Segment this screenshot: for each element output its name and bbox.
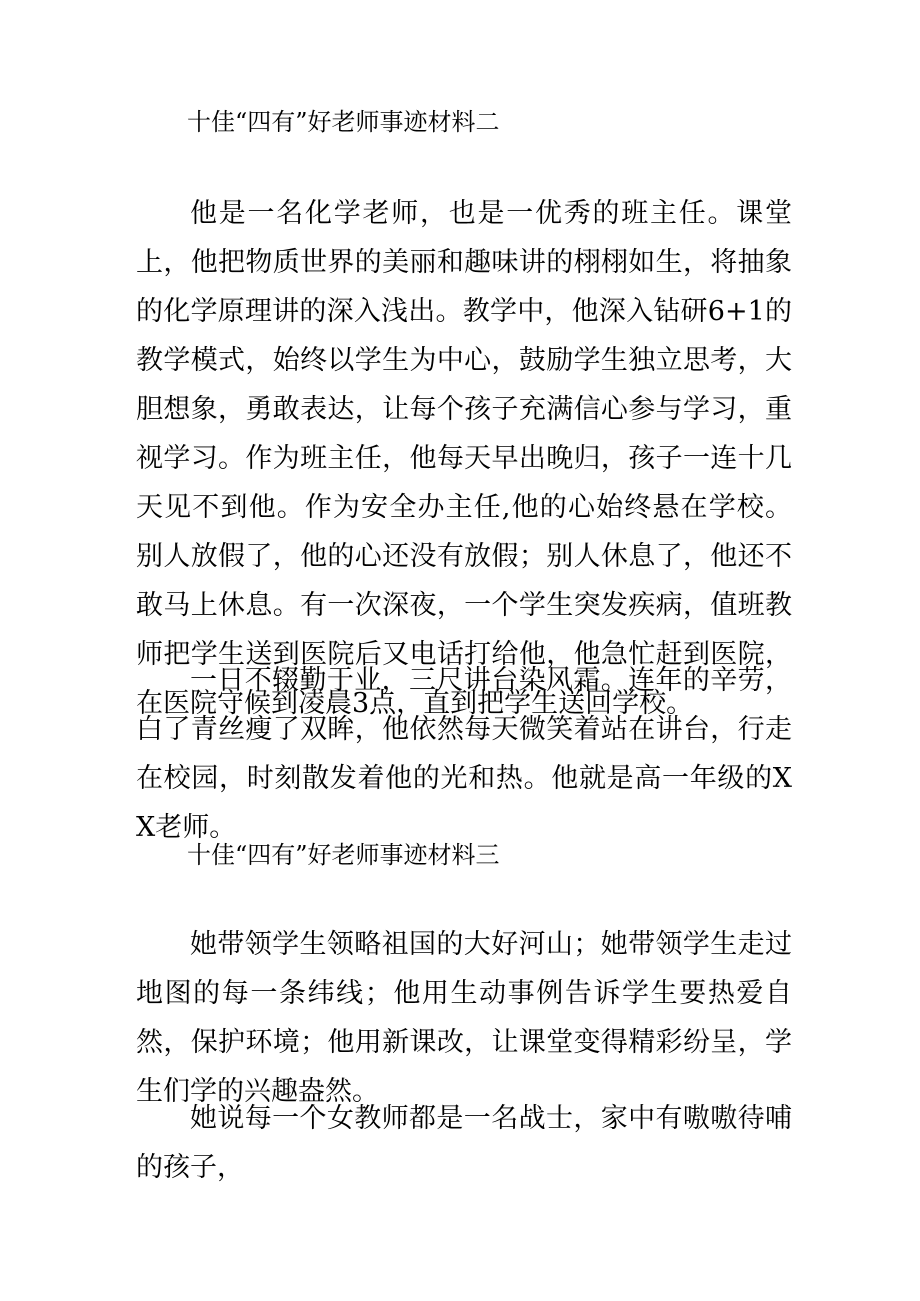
paragraph-3: 她带领学生领略祖国的大好河山；她带领学生走过地图的每一条纬线；他用生动事例告诉学生要热爱自然，保护环境；他用新课改，让课堂变得精彩纷呈，学生们学的兴趣盎然。 — [136, 929, 792, 1107]
section-heading-3: 十佳“四有”好老师事迹材料三 — [187, 841, 500, 869]
paragraph-2: 一日不辍勤于业，三尺讲台染风霜。连年的辛劳，白了青丝瘦了双眸，他依然每天微笑着站在讲台，行走在校园，时刻散发着他的光和热。他就是高一年级的XX老师。 — [136, 665, 792, 843]
paragraph-1: 他是一名化学老师，也是一优秀的班主任。课堂上，他把物质世界的美丽和趣味讲的栩栩如生，将抽象的化学原理讲的深入浅出。教学中，他深入钻研6+1的教学模式，始终以学生为中心，鼓励学生独立思考，大胆想象，勇敢表达，让每个孩子充满信心参与学习，重视学习。作为班主任，他每天早出晚归，孩子一连十几天见不到他。作为安全办主任,他的心始终悬在学校。别人放假了，他的心还没有放假；别人休息了，他还不敢马上休息。有一次深夜，一个学生突发疾病，值班教师把学生送到医院后又电话打给他，他急忙赶到医院，在医院守候到凌晨3点，直到把学生送回学校。 — [136, 198, 792, 719]
section-heading-2: 十佳“四有”好老师事迹材料二 — [187, 108, 500, 136]
paragraph-4: 她说每一个女教师都是一名战士，家中有嗷嗷待哺的孩子， — [136, 1103, 792, 1183]
